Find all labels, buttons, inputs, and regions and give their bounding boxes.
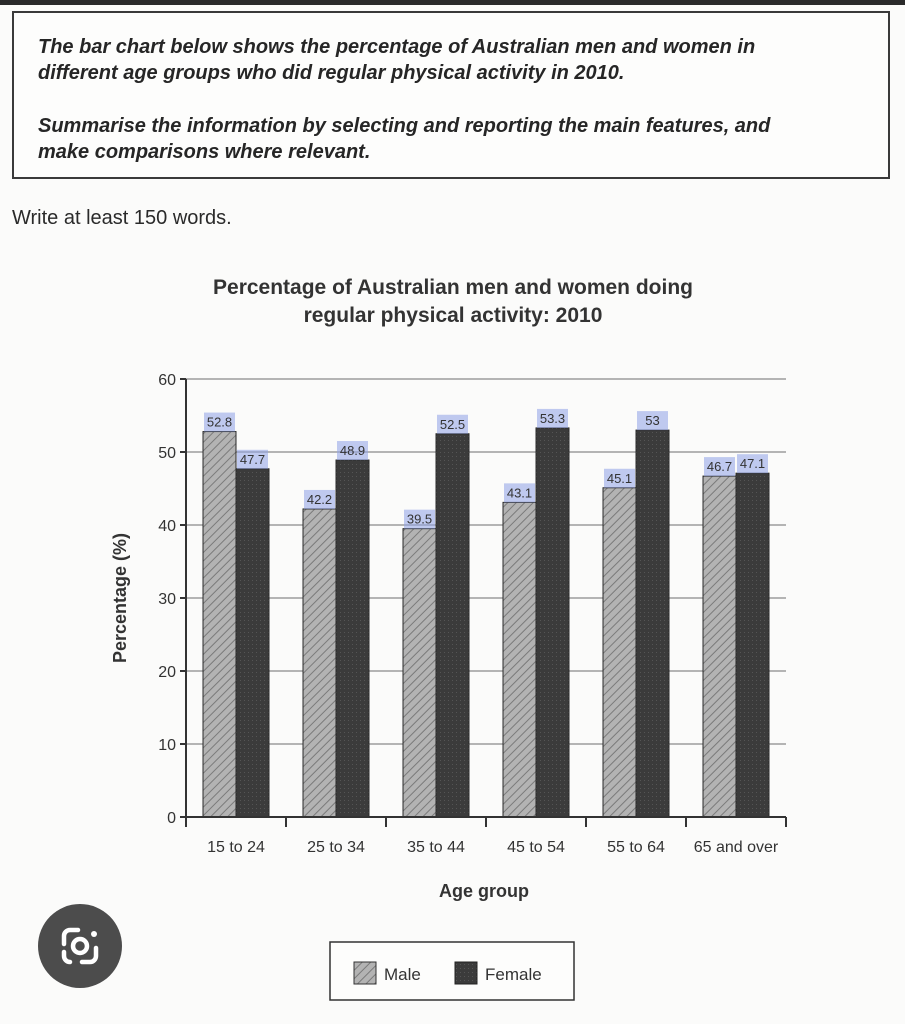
data-label: 47.7 xyxy=(239,451,266,467)
prompt-line-4: make comparisons where relevant. xyxy=(38,141,371,163)
google-lens-button[interactable] xyxy=(38,904,122,988)
bar-male xyxy=(703,476,736,817)
legend xyxy=(330,942,574,1000)
y-tick-label: 20 xyxy=(158,664,176,681)
data-label: 52.5 xyxy=(439,416,466,432)
x-axis-label: Age group xyxy=(439,881,529,901)
x-tick-label: 35 to 44 xyxy=(407,839,465,856)
data-label: 43.1 xyxy=(506,485,533,501)
chart-title-line-1: Percentage of Australian men and women doing xyxy=(213,276,693,299)
prompt-line-2: different age groups who did regular physical activity in 2010. xyxy=(38,62,625,84)
y-tick-label: 40 xyxy=(158,518,176,535)
data-label: 47.1 xyxy=(739,456,766,472)
x-tick-label: 55 to 64 xyxy=(607,839,665,856)
bar-male xyxy=(603,488,636,817)
bar-female xyxy=(636,430,669,817)
bar-female xyxy=(436,434,469,817)
bar-female xyxy=(736,473,769,817)
bar-male xyxy=(503,502,536,817)
word-count-instruction: Write at least 150 words. xyxy=(12,207,232,229)
x-tick-label: 15 to 24 xyxy=(207,839,265,856)
gridlines xyxy=(186,379,786,744)
prompt-line-1: The bar chart below shows the percentage of Australian men and women in xyxy=(38,36,756,58)
data-label: 53.3 xyxy=(539,410,566,426)
bar-male xyxy=(403,529,436,817)
legend-label-female: Female xyxy=(485,965,542,984)
y-tick-label: 0 xyxy=(167,810,176,827)
y-axis-label: Percentage (%) xyxy=(110,532,130,664)
data-label: 52.8 xyxy=(206,414,233,430)
y-tick-label: 10 xyxy=(158,737,176,754)
chart-title-line-2: regular physical activity: 2010 xyxy=(303,304,603,327)
y-tick-label: 30 xyxy=(158,591,176,608)
bar-female xyxy=(536,428,569,817)
bar-female xyxy=(236,469,269,817)
bars xyxy=(203,409,769,817)
data-label: 42.2 xyxy=(306,491,333,507)
data-label: 46.7 xyxy=(706,459,733,475)
data-label: 45.1 xyxy=(606,470,633,486)
lens-icon xyxy=(38,904,122,988)
prompt-line-3: Summarise the information by selecting and reporting the main features, and xyxy=(38,115,771,137)
data-label: 39.5 xyxy=(406,511,433,527)
y-axis-ticks xyxy=(158,372,186,827)
x-tick-label: 65 and over xyxy=(693,839,779,856)
data-label: 48.9 xyxy=(339,443,366,459)
x-tick-label: 45 to 54 xyxy=(507,839,565,856)
x-tick-label: 25 to 34 xyxy=(307,839,365,856)
legend-label-male: Male xyxy=(384,965,421,984)
y-tick-label: 60 xyxy=(158,372,176,389)
x-axis-ticks xyxy=(186,817,786,856)
bar-male xyxy=(303,509,336,817)
bar-male xyxy=(203,432,236,817)
bar-female xyxy=(336,460,369,817)
legend-swatch-male xyxy=(354,962,376,984)
legend-swatch-female xyxy=(455,962,477,984)
y-tick-label: 50 xyxy=(158,445,176,462)
data-label: 53 xyxy=(645,413,660,429)
